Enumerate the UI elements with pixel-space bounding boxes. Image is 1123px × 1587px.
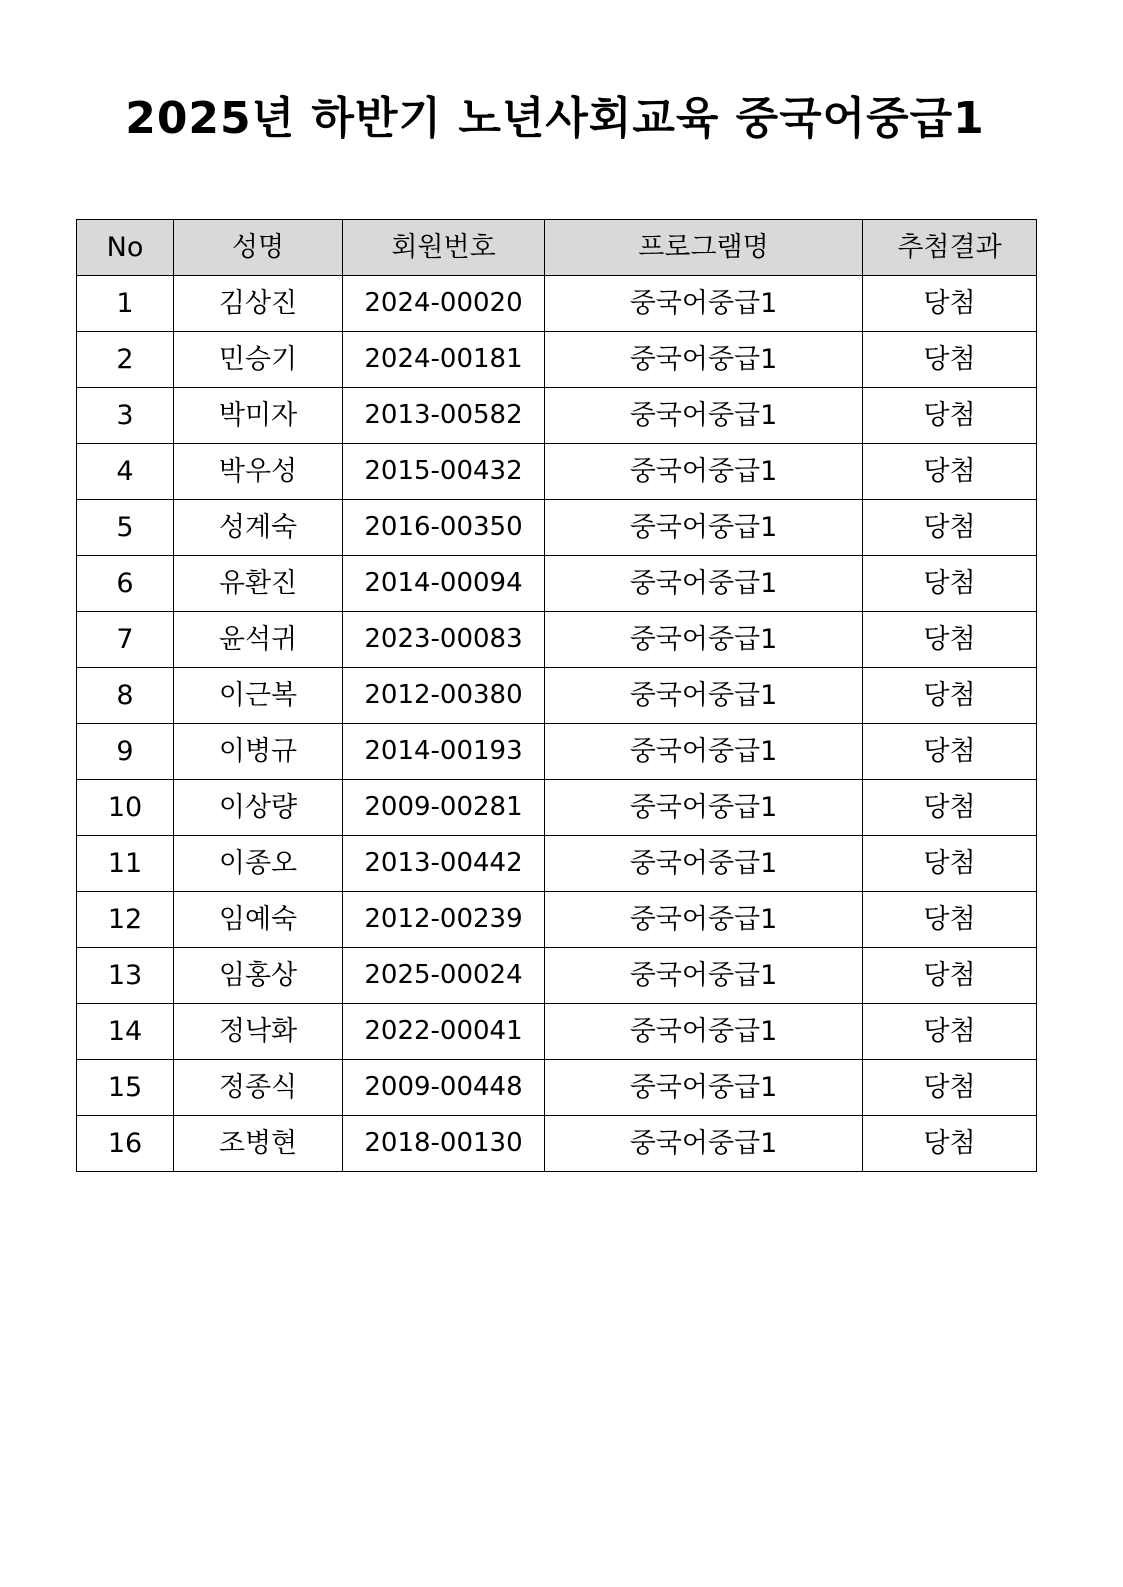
lottery-result-cell: 당첨 bbox=[863, 724, 1037, 780]
member-name-cell: 성계숙 bbox=[174, 500, 343, 556]
row-number-cell: 7 bbox=[77, 612, 174, 668]
member-name-cell: 박미자 bbox=[174, 388, 343, 444]
row-number-cell: 8 bbox=[77, 668, 174, 724]
lottery-result-cell: 당첨 bbox=[863, 1004, 1037, 1060]
table-row bbox=[77, 1060, 1037, 1116]
member-name-cell: 조병현 bbox=[174, 1116, 343, 1172]
lottery-result-cell: 당첨 bbox=[863, 444, 1037, 500]
table-row bbox=[77, 1116, 1037, 1172]
lottery-result-cell: 당첨 bbox=[863, 1060, 1037, 1116]
member-id-cell: 2016-00350 bbox=[343, 500, 545, 556]
program-name-cell: 중국어중급1 bbox=[545, 388, 863, 444]
member-id-cell: 2024-00181 bbox=[343, 332, 545, 388]
member-name-cell: 이근복 bbox=[174, 668, 343, 724]
program-name-cell: 중국어중급1 bbox=[545, 836, 863, 892]
program-name-cell: 중국어중급1 bbox=[545, 780, 863, 836]
table-row bbox=[77, 276, 1037, 332]
column-header-result: 추첨결과 bbox=[863, 220, 1037, 276]
program-name-cell: 중국어중급1 bbox=[545, 1116, 863, 1172]
table-body bbox=[77, 276, 1037, 1172]
program-name-cell: 중국어중급1 bbox=[545, 892, 863, 948]
member-id-cell: 2012-00380 bbox=[343, 668, 545, 724]
member-id-cell: 2023-00083 bbox=[343, 612, 545, 668]
program-name-cell: 중국어중급1 bbox=[545, 332, 863, 388]
row-number-cell: 2 bbox=[77, 332, 174, 388]
column-header-member-id: 회원번호 bbox=[343, 220, 545, 276]
program-name-cell: 중국어중급1 bbox=[545, 500, 863, 556]
member-id-cell: 2009-00281 bbox=[343, 780, 545, 836]
row-number-cell: 3 bbox=[77, 388, 174, 444]
member-name-cell: 임홍상 bbox=[174, 948, 343, 1004]
row-number-cell: 1 bbox=[77, 276, 174, 332]
member-name-cell: 정종식 bbox=[174, 1060, 343, 1116]
lottery-result-cell: 당첨 bbox=[863, 892, 1037, 948]
table-row bbox=[77, 556, 1037, 612]
table-row bbox=[77, 444, 1037, 500]
row-number-cell: 5 bbox=[77, 500, 174, 556]
member-id-cell: 2014-00094 bbox=[343, 556, 545, 612]
lottery-result-cell: 당첨 bbox=[863, 556, 1037, 612]
lottery-result-cell: 당첨 bbox=[863, 332, 1037, 388]
member-id-cell: 2025-00024 bbox=[343, 948, 545, 1004]
lottery-result-cell: 당첨 bbox=[863, 668, 1037, 724]
column-header-name: 성명 bbox=[174, 220, 343, 276]
member-name-cell: 정낙화 bbox=[174, 1004, 343, 1060]
row-number-cell: 4 bbox=[77, 444, 174, 500]
table-row bbox=[77, 388, 1037, 444]
program-name-cell: 중국어중급1 bbox=[545, 948, 863, 1004]
lottery-result-cell: 당첨 bbox=[863, 780, 1037, 836]
member-name-cell: 김상진 bbox=[174, 276, 343, 332]
row-number-cell: 14 bbox=[77, 1004, 174, 1060]
row-number-cell: 9 bbox=[77, 724, 174, 780]
table-row bbox=[77, 1004, 1037, 1060]
program-name-cell: 중국어중급1 bbox=[545, 1060, 863, 1116]
member-id-cell: 2018-00130 bbox=[343, 1116, 545, 1172]
member-id-cell: 2022-00041 bbox=[343, 1004, 545, 1060]
table-row bbox=[77, 892, 1037, 948]
member-name-cell: 윤석귀 bbox=[174, 612, 343, 668]
program-name-cell: 중국어중급1 bbox=[545, 444, 863, 500]
lottery-result-cell: 당첨 bbox=[863, 612, 1037, 668]
table-row bbox=[77, 332, 1037, 388]
member-id-cell: 2013-00442 bbox=[343, 836, 545, 892]
member-id-cell: 2014-00193 bbox=[343, 724, 545, 780]
table-row bbox=[77, 780, 1037, 836]
table-row bbox=[77, 668, 1037, 724]
column-header-no: No bbox=[77, 220, 174, 276]
lottery-result-table bbox=[76, 219, 1037, 1172]
program-name-cell: 중국어중급1 bbox=[545, 668, 863, 724]
program-name-cell: 중국어중급1 bbox=[545, 276, 863, 332]
member-id-cell: 2024-00020 bbox=[343, 276, 545, 332]
row-number-cell: 10 bbox=[77, 780, 174, 836]
member-name-cell: 임예숙 bbox=[174, 892, 343, 948]
column-header-program: 프로그램명 bbox=[545, 220, 863, 276]
member-id-cell: 2012-00239 bbox=[343, 892, 545, 948]
lottery-result-cell: 당첨 bbox=[863, 500, 1037, 556]
program-name-cell: 중국어중급1 bbox=[545, 1004, 863, 1060]
member-name-cell: 이상량 bbox=[174, 780, 343, 836]
member-id-cell: 2013-00582 bbox=[343, 388, 545, 444]
program-name-cell: 중국어중급1 bbox=[545, 612, 863, 668]
row-number-cell: 16 bbox=[77, 1116, 174, 1172]
table-row bbox=[77, 948, 1037, 1004]
member-name-cell: 박우성 bbox=[174, 444, 343, 500]
row-number-cell: 11 bbox=[77, 836, 174, 892]
member-name-cell: 이종오 bbox=[174, 836, 343, 892]
table-row bbox=[77, 500, 1037, 556]
lottery-result-cell: 당첨 bbox=[863, 388, 1037, 444]
member-name-cell: 민승기 bbox=[174, 332, 343, 388]
row-number-cell: 15 bbox=[77, 1060, 174, 1116]
member-name-cell: 이병규 bbox=[174, 724, 343, 780]
table-row bbox=[77, 612, 1037, 668]
table-header-row bbox=[77, 220, 1037, 276]
member-name-cell: 유환진 bbox=[174, 556, 343, 612]
row-number-cell: 6 bbox=[77, 556, 174, 612]
lottery-result-cell: 당첨 bbox=[863, 1116, 1037, 1172]
row-number-cell: 13 bbox=[77, 948, 174, 1004]
lottery-result-cell: 당첨 bbox=[863, 836, 1037, 892]
program-name-cell: 중국어중급1 bbox=[545, 556, 863, 612]
member-id-cell: 2015-00432 bbox=[343, 444, 545, 500]
page-title: 2025년 하반기 노년사회교육 중국어중급1 bbox=[125, 93, 985, 144]
program-name-cell: 중국어중급1 bbox=[545, 724, 863, 780]
lottery-result-cell: 당첨 bbox=[863, 948, 1037, 1004]
table-row bbox=[77, 724, 1037, 780]
member-id-cell: 2009-00448 bbox=[343, 1060, 545, 1116]
row-number-cell: 12 bbox=[77, 892, 174, 948]
table-row bbox=[77, 836, 1037, 892]
lottery-result-cell: 당첨 bbox=[863, 276, 1037, 332]
